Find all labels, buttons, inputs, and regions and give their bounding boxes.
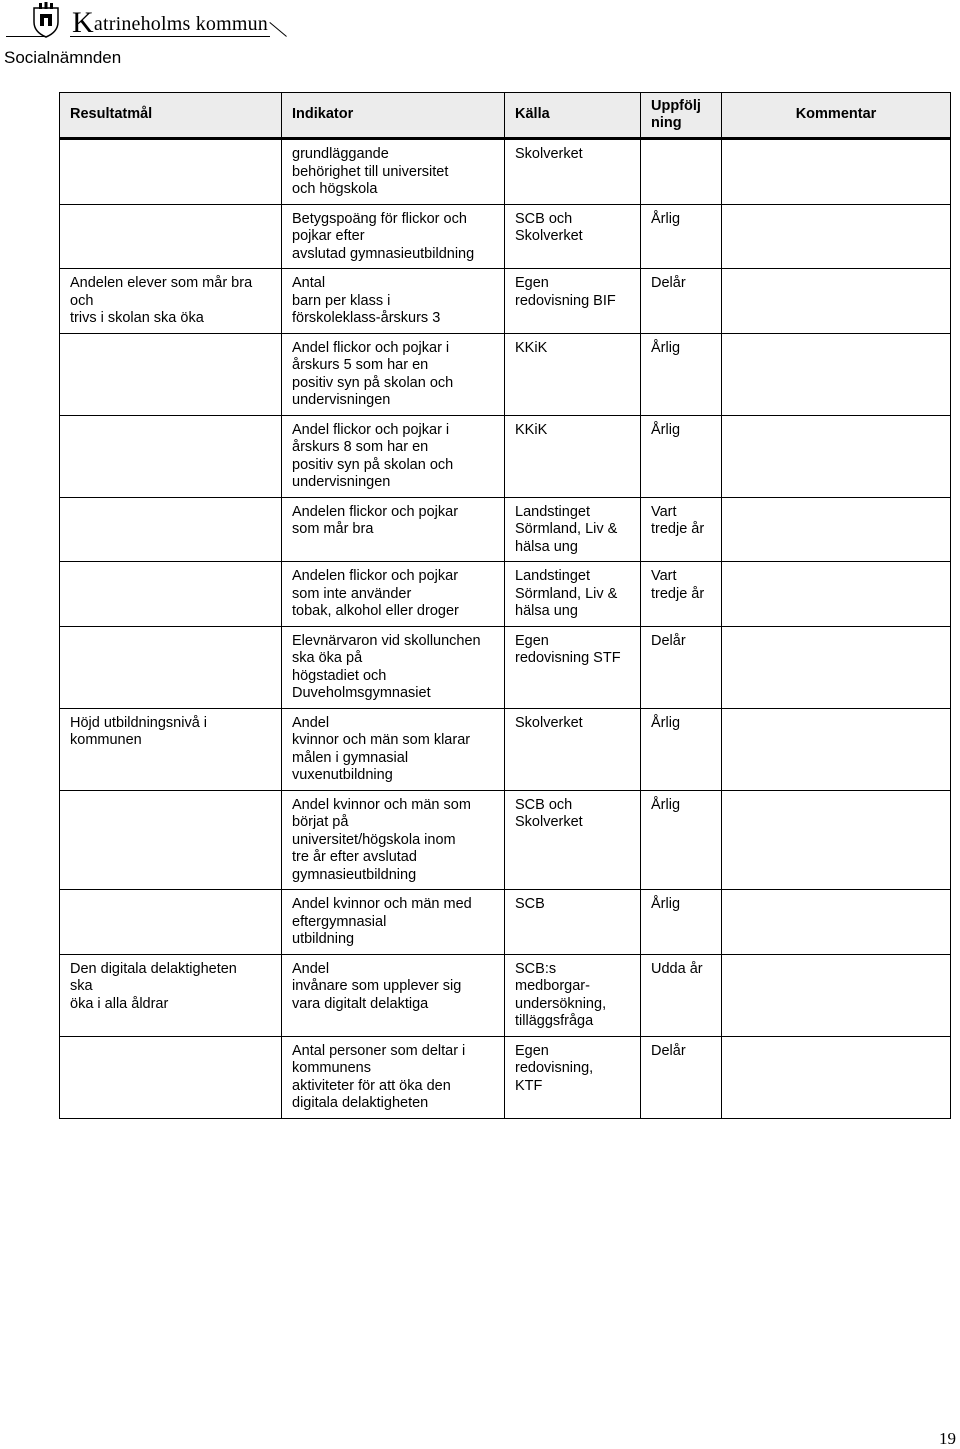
source-cell: SCB och Skolverket <box>505 790 641 890</box>
comment-cell <box>722 497 951 562</box>
source-cell: SCB:s medborgar- undersökning, tilläggsfråga <box>505 954 641 1036</box>
goal-cell <box>60 626 282 708</box>
indicator-cell: Andel kvinnor och män som börjat på universitet/högskola inom tre år efter avslutad gymnasieutbildning <box>282 790 505 890</box>
brand-rest: atrineholms kommun <box>93 13 269 35</box>
goal-cell: Den digitala delaktigheten ska öka i alla åldrar <box>60 954 282 1036</box>
indicator-cell: Andel flickor och pojkar i årskurs 8 som har en positiv syn på skolan och undervisningen <box>282 415 505 497</box>
table-row <box>60 415 951 497</box>
indicator-cell: Antal barn per klass i förskoleklass-årskurs 3 <box>282 269 505 334</box>
source-cell: Skolverket <box>505 708 641 790</box>
followup-cell: Årlig <box>641 415 722 497</box>
column-header-goal: Resultatmål <box>60 93 282 139</box>
table-row <box>60 954 951 1036</box>
brand-initial: K <box>72 6 94 39</box>
logo-rule <box>70 36 270 37</box>
comment-cell <box>722 708 951 790</box>
followup-cell: Delår <box>641 626 722 708</box>
table-row <box>60 790 951 890</box>
table-row <box>60 333 951 415</box>
table-body <box>60 139 951 1119</box>
coat-of-arms-icon <box>30 2 62 38</box>
goal-cell <box>60 415 282 497</box>
comment-cell <box>722 626 951 708</box>
followup-cell: Årlig <box>641 204 722 269</box>
source-cell: Egen redovisning BIF <box>505 269 641 334</box>
page-number: 19 <box>939 1429 956 1448</box>
column-header-followup: Uppfölj ning <box>641 93 722 139</box>
source-cell: Landstinget Sörmland, Liv & hälsa ung <box>505 497 641 562</box>
followup-cell <box>641 139 722 205</box>
followup-cell: Årlig <box>641 890 722 955</box>
comment-cell <box>722 790 951 890</box>
brand-name <box>72 6 268 40</box>
goal-cell <box>60 562 282 627</box>
followup-cell: Årlig <box>641 333 722 415</box>
table-header-row <box>60 93 951 139</box>
indicator-cell: Andelen flickor och pojkar som mår bra <box>282 497 505 562</box>
indicator-cell: grundläggande behörighet till universitet och högskola <box>282 139 505 205</box>
table-row <box>60 497 951 562</box>
column-header-source: Källa <box>505 93 641 139</box>
comment-cell <box>722 562 951 627</box>
table-row <box>60 626 951 708</box>
department-name: Socialnämnden <box>4 48 122 67</box>
source-cell: SCB och Skolverket <box>505 204 641 269</box>
results-table <box>59 92 951 1119</box>
comment-cell <box>722 890 951 955</box>
table-row <box>60 890 951 955</box>
indicator-cell: Andel kvinnor och män med eftergymnasial utbildning <box>282 890 505 955</box>
goal-cell <box>60 890 282 955</box>
comment-cell <box>722 954 951 1036</box>
goal-cell <box>60 497 282 562</box>
source-cell: Egen redovisning STF <box>505 626 641 708</box>
goal-cell <box>60 139 282 205</box>
indicator-cell: Andel kvinnor och män som klarar målen i gymnasial vuxenutbildning <box>282 708 505 790</box>
municipality-logo <box>0 0 300 42</box>
followup-cell: Delår <box>641 1036 722 1118</box>
comment-cell <box>722 333 951 415</box>
table-row <box>60 562 951 627</box>
followup-cell: Vart tredje år <box>641 497 722 562</box>
goal-cell: Höjd utbildningsnivå i kommunen <box>60 708 282 790</box>
indicator-cell: Andel flickor och pojkar i årskurs 5 som har en positiv syn på skolan och undervisningen <box>282 333 505 415</box>
column-header-comment: Kommentar <box>722 93 951 139</box>
comment-cell <box>722 204 951 269</box>
goal-cell <box>60 790 282 890</box>
followup-cell: Årlig <box>641 790 722 890</box>
table-row <box>60 269 951 334</box>
source-cell: Landstinget Sörmland, Liv & hälsa ung <box>505 562 641 627</box>
goal-cell <box>60 333 282 415</box>
followup-cell: Udda år <box>641 954 722 1036</box>
comment-cell <box>722 139 951 205</box>
source-cell: SCB <box>505 890 641 955</box>
source-cell: KKiK <box>505 415 641 497</box>
comment-cell <box>722 415 951 497</box>
logo-slash <box>269 22 286 37</box>
source-cell: KKiK <box>505 333 641 415</box>
source-cell: Skolverket <box>505 139 641 205</box>
indicator-cell: Betygspoäng för flickor och pojkar efter avslutad gymnasieutbildning <box>282 204 505 269</box>
goal-cell <box>60 204 282 269</box>
goal-cell: Andelen elever som mår bra och trivs i skolan ska öka <box>60 269 282 334</box>
indicator-cell: Elevnärvaron vid skollunchen ska öka på högstadiet och Duveholmsgymnasiet <box>282 626 505 708</box>
table-row <box>60 204 951 269</box>
table-row <box>60 139 951 205</box>
column-header-indicator: Indikator <box>282 93 505 139</box>
table-row <box>60 1036 951 1118</box>
comment-cell <box>722 269 951 334</box>
indicator-cell: Antal personer som deltar i kommunens aktiviteter för att öka den digitala delaktigheten <box>282 1036 505 1118</box>
indicator-cell: Andelen flickor och pojkar som inte använder tobak, alkohol eller droger <box>282 562 505 627</box>
indicator-cell: Andel invånare som upplever sig vara digitalt delaktiga <box>282 954 505 1036</box>
table-row <box>60 708 951 790</box>
source-cell: Egen redovisning, KTF <box>505 1036 641 1118</box>
comment-cell <box>722 1036 951 1118</box>
followup-cell: Delår <box>641 269 722 334</box>
followup-cell: Årlig <box>641 708 722 790</box>
goal-cell <box>60 1036 282 1118</box>
followup-cell: Vart tredje år <box>641 562 722 627</box>
